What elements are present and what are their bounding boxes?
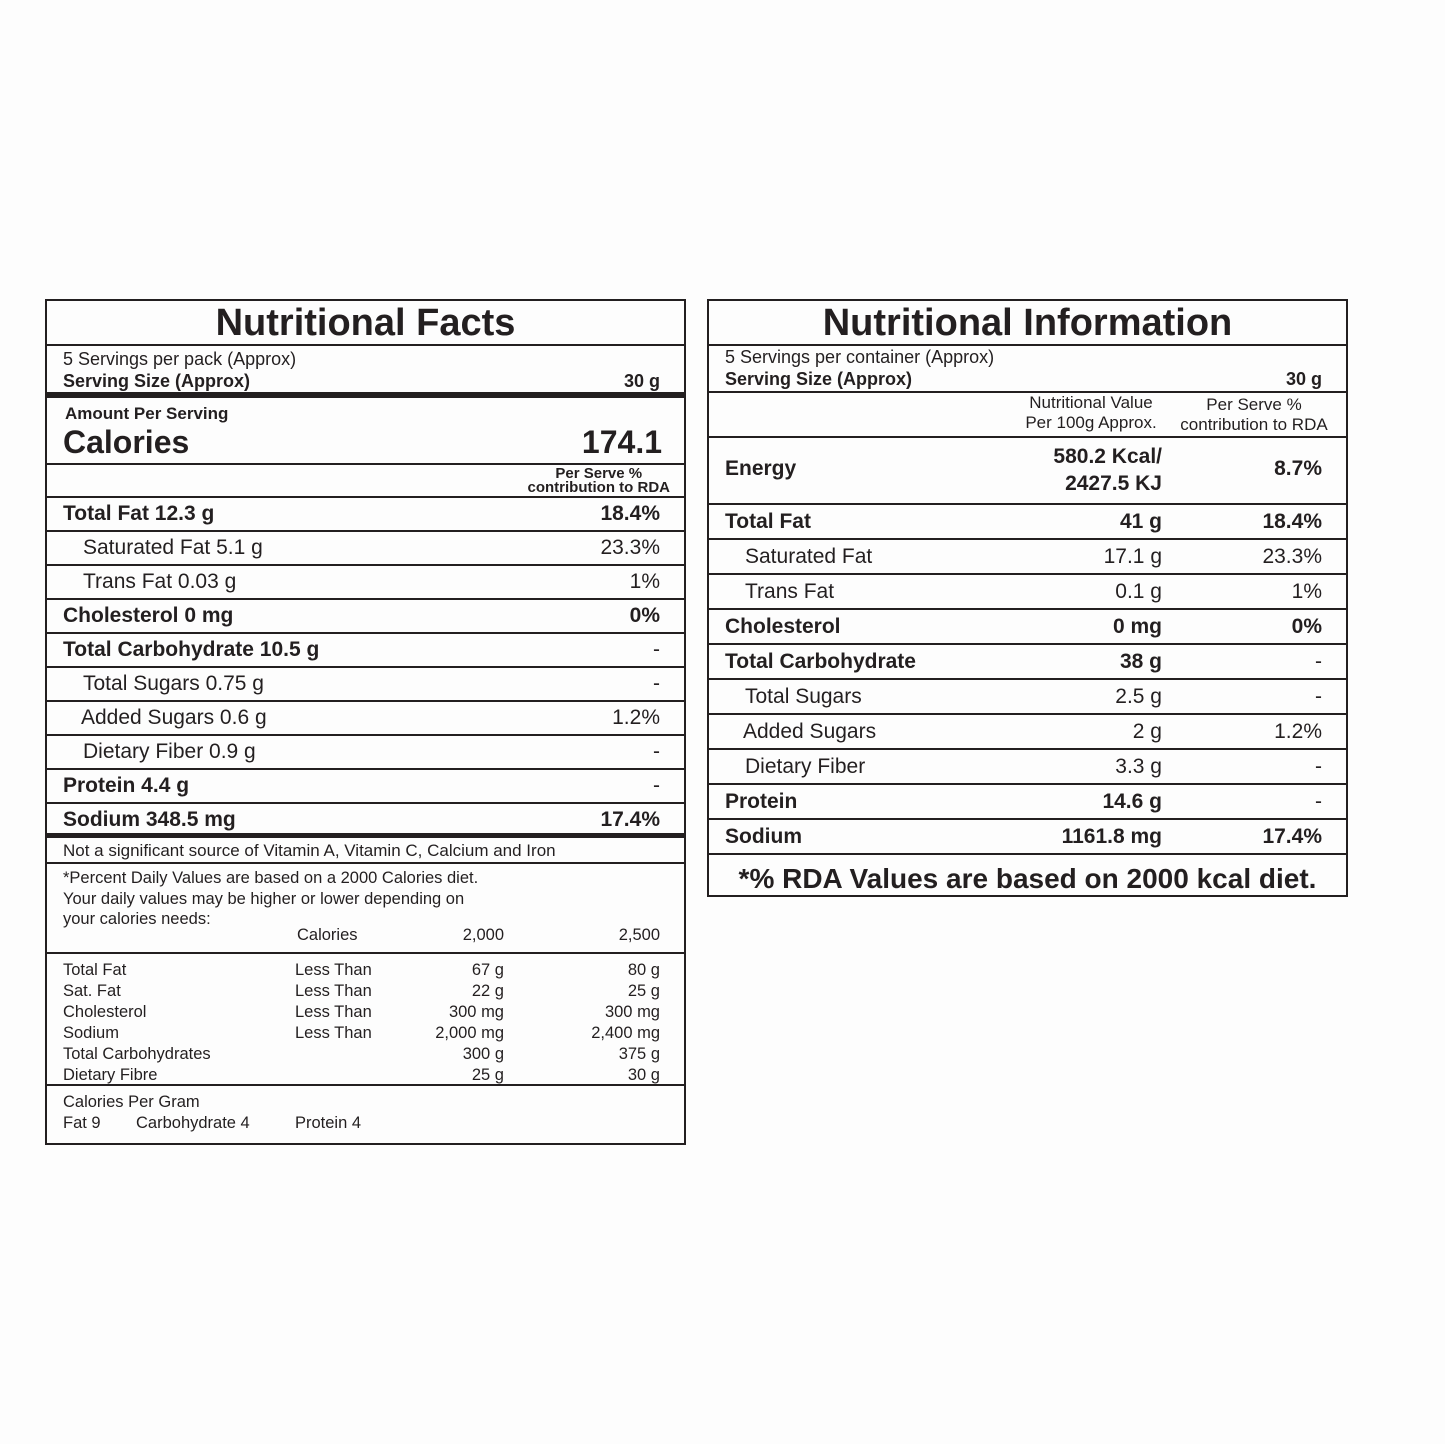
info-row (709, 540, 1346, 575)
dv-row-v2: 2,400 mg (591, 1024, 660, 1042)
vitamin-note-row (47, 838, 684, 864)
nutrient-label: Sodium 348.5 mg (63, 808, 236, 831)
nutrient-row (47, 566, 684, 600)
nutrient-row (47, 600, 684, 634)
daily-values-line3: your calories needs: (63, 910, 211, 928)
info-row-label: Total Carbohydrate (725, 650, 916, 673)
calories-row (47, 398, 684, 465)
info-row-rda: - (1315, 685, 1322, 708)
nutrient-rda: 1.2% (612, 706, 660, 729)
nutrient-rda: 17.4% (600, 808, 660, 831)
cpg-title: Calories Per Gram (63, 1093, 200, 1111)
info-row (709, 645, 1346, 680)
nutrient-row (47, 804, 684, 838)
calories-value: 174.1 (581, 424, 662, 460)
nutrient-rda: - (653, 774, 660, 797)
info-row-value: 17.1 g (1103, 545, 1162, 568)
dv-row-v2: 30 g (627, 1066, 660, 1084)
info-row-rda: 17.4% (1262, 825, 1322, 848)
amount-per-serving: Amount Per Serving (65, 404, 229, 423)
dv-row-name: Cholesterol (63, 1003, 147, 1021)
dv-header-calories: Calories (297, 926, 358, 944)
nutrient-label: Protein 4.4 g (63, 774, 190, 797)
per-serve-line2: contribution to RDA (527, 479, 670, 496)
info-row (709, 575, 1346, 610)
calories-per-gram (47, 1086, 684, 1138)
dv-row-v1: 25 g (471, 1066, 504, 1084)
info-row-value: 1161.8 mg (1061, 825, 1162, 848)
daily-values-text (63, 868, 478, 930)
nutrient-label: Added Sugars 0.6 g (81, 706, 267, 729)
cpg-protein: Protein 4 (295, 1114, 362, 1132)
dv-2000-column (435, 960, 504, 1086)
info-row-label: Dietary Fiber (745, 755, 866, 778)
cpg-fat: Fat 9 (63, 1114, 101, 1132)
info-row-value: 38 g (1119, 650, 1162, 673)
info-row (709, 750, 1346, 785)
info-row-label: Protein (725, 790, 798, 813)
info-row-label: Sodium (725, 825, 802, 848)
dv-row-name: Dietary Fibre (63, 1066, 158, 1084)
energy-kcal: 580.2 Kcal/ (1053, 445, 1162, 468)
col-rda-line2: contribution to RDA (1180, 415, 1328, 434)
serving-size-value: 30 g (623, 371, 660, 391)
daily-values-line2: Your daily values may be higher or lower depending on (63, 889, 465, 908)
daily-values-table (47, 954, 684, 1086)
serving-size-value: 30 g (1285, 369, 1322, 389)
dv-row-name: Sat. Fat (63, 982, 121, 1000)
info-title: Nutritional Information (709, 301, 1346, 346)
info-row-label: Total Fat (725, 510, 811, 533)
nutrient-rda: 0% (629, 604, 660, 627)
nutrient-row (47, 702, 684, 736)
nutrient-label: Cholesterol 0 mg (63, 604, 234, 627)
dv-row-name: Sodium (63, 1024, 119, 1042)
info-row-value: 3.3 g (1115, 755, 1162, 778)
energy-label: Energy (725, 457, 797, 480)
info-row (709, 820, 1346, 855)
serving-size-label: Serving Size (Approx) (63, 371, 251, 391)
dv-header-2000: 2,000 (462, 926, 504, 944)
info-row (709, 715, 1346, 750)
info-row-label: Cholesterol (725, 615, 841, 638)
info-row-label: Saturated Fat (745, 545, 873, 568)
vitamin-note: Not a significant source of Vitamin A, Vitamin C, Calcium and Iron (63, 841, 556, 860)
rda-footer: *% RDA Values are based on 2000 kcal diet. (738, 863, 1317, 894)
serving-size-label: Serving Size (Approx) (725, 369, 913, 389)
info-row-rda: 1% (1291, 580, 1322, 603)
nutritional-information-panel (707, 299, 1348, 897)
energy-kj: 2427.5 KJ (1065, 472, 1162, 495)
info-row-value: 2 g (1132, 720, 1162, 743)
daily-values-note (47, 864, 684, 954)
dv-row-v1: 300 g (462, 1045, 504, 1063)
nutrient-rda: - (653, 672, 660, 695)
dv-row-v2: 25 g (627, 982, 660, 1000)
nutrient-label: Total Sugars 0.75 g (83, 672, 264, 695)
info-row (709, 680, 1346, 715)
info-row-value: 0 mg (1112, 615, 1162, 638)
nutrient-row (47, 668, 684, 702)
info-row-rda: 23.3% (1262, 545, 1322, 568)
dv-limit-column (295, 960, 372, 1044)
cpg-carb: Carbohydrate 4 (136, 1114, 250, 1132)
col-value-header (1017, 393, 1165, 433)
dv-row-v2: 300 mg (604, 1003, 660, 1021)
col-rda-line1: Per Serve % (1206, 395, 1302, 414)
nutrient-row (47, 532, 684, 566)
info-row-rda: 1.2% (1274, 720, 1322, 743)
col-value-line2: Per 100g Approx. (1025, 413, 1157, 432)
per-serve-rda-header (528, 465, 670, 495)
calories-label: Calories (63, 424, 190, 460)
energy-rda: 8.7% (1274, 457, 1322, 480)
nutritional-facts-panel (45, 299, 686, 1145)
nutrient-label: Total Fat 12.3 g (63, 502, 215, 525)
info-row-label: Trans Fat (745, 580, 835, 603)
dv-row-v1: 67 g (471, 961, 504, 979)
info-row (709, 505, 1346, 540)
nutrient-label: Trans Fat 0.03 g (83, 570, 237, 593)
nutrient-rda: 18.4% (600, 502, 660, 525)
nutrient-row (47, 770, 684, 804)
dv-row-name: Total Carbohydrates (63, 1045, 211, 1063)
nutrient-rda: - (653, 740, 660, 763)
facts-title: Nutritional Facts (47, 301, 684, 346)
dv-header-2500: 2,500 (618, 926, 660, 944)
dv-names-column (63, 960, 211, 1086)
info-serving-info (709, 346, 1346, 393)
nutrient-label: Saturated Fat 5.1 g (83, 536, 263, 559)
dv-row-limit: Less Than (295, 1003, 372, 1021)
servings-per-container: 5 Servings per container (Approx) (725, 347, 995, 367)
info-row-rda: - (1315, 790, 1322, 813)
nutrient-row (47, 634, 684, 668)
dv-row-limit: Less Than (295, 961, 372, 979)
dv-row-name: Total Fat (63, 961, 127, 979)
servings-per-pack: 5 Servings per pack (Approx) (63, 349, 297, 369)
energy-row (709, 438, 1346, 505)
nutrient-rda: 1% (629, 570, 660, 593)
info-row-value: 41 g (1119, 510, 1162, 533)
info-row-rda: - (1315, 650, 1322, 673)
info-row-rda: - (1315, 755, 1322, 778)
info-row (709, 785, 1346, 820)
info-row-label: Added Sugars (743, 720, 877, 743)
info-column-header (709, 393, 1346, 438)
nutrient-rda: 23.3% (600, 536, 660, 559)
info-row-value: 0.1 g (1115, 580, 1162, 603)
nutrient-label: Dietary Fiber 0.9 g (83, 740, 256, 763)
col-value-line1: Nutritional Value (1029, 393, 1153, 412)
info-row-value: 14.6 g (1102, 790, 1162, 813)
col-rda-header (1169, 395, 1339, 435)
facts-serving-info (47, 346, 684, 398)
info-row-label: Total Sugars (745, 685, 862, 708)
per-serve-header (47, 465, 684, 498)
dv-row-v1: 2,000 mg (435, 1024, 504, 1042)
info-row-rda: 0% (1291, 615, 1322, 638)
energy-value (1053, 443, 1162, 497)
info-row-value: 2.5 g (1115, 685, 1162, 708)
nutrient-row (47, 736, 684, 770)
nutrient-rda: - (653, 638, 660, 661)
nutrient-row (47, 498, 684, 532)
dv-row-v2: 80 g (627, 961, 660, 979)
dv-row-limit: Less Than (295, 982, 372, 1000)
info-row-rda: 18.4% (1262, 510, 1322, 533)
per-serve-line1: Per Serve % (555, 465, 643, 482)
dv-row-v2: 375 g (618, 1045, 660, 1063)
nutrient-label: Total Carbohydrate 10.5 g (63, 638, 320, 661)
info-row (709, 610, 1346, 645)
dv-row-limit: Less Than (295, 1024, 372, 1042)
daily-values-line1: *Percent Daily Values are based on a 2000 Calories diet. (63, 869, 479, 887)
dv-2500-column (591, 960, 660, 1086)
dv-row-v1: 300 mg (448, 1003, 504, 1021)
dv-row-v1: 22 g (471, 982, 504, 1000)
